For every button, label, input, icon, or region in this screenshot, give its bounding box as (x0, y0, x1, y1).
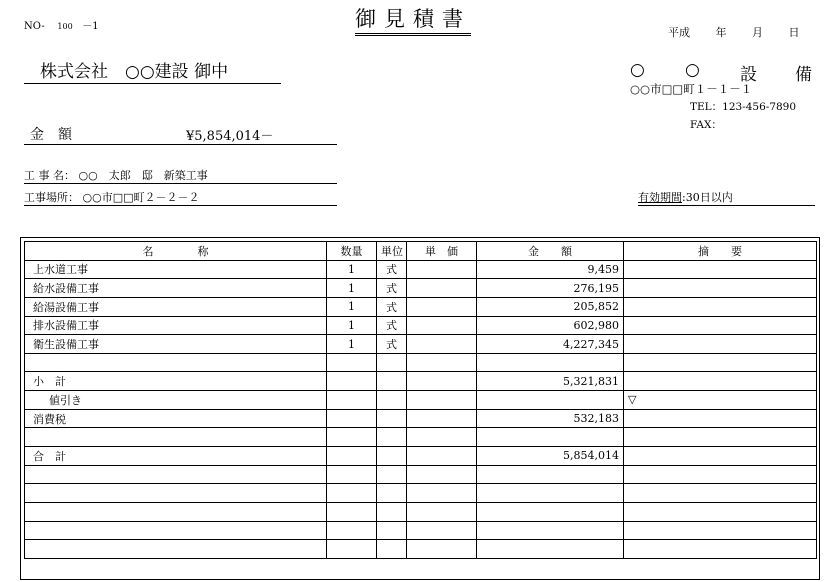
cell-qty (327, 391, 377, 410)
cell-note (624, 372, 817, 391)
cell-qty (327, 484, 377, 503)
estimate-table (24, 241, 817, 559)
table-row (25, 353, 817, 372)
cell-note (624, 409, 817, 428)
cell-amount: 5,321,831 (477, 372, 624, 391)
cell-note (624, 279, 817, 298)
cell-amount (477, 521, 624, 540)
project-site-value: ○○市□□町２－２－２ (82, 191, 200, 204)
cell-amount: 532,183 (477, 409, 624, 428)
cell-unit (377, 484, 407, 503)
table-row (25, 502, 817, 521)
total-amount-value: ¥5,854,014－ (186, 129, 274, 144)
cell-price (407, 279, 477, 298)
project-name-value: ○○ 太郎 邸 新築工事 (78, 169, 208, 182)
cell-name (25, 521, 327, 540)
cell-price (407, 428, 477, 447)
cell-price (407, 316, 477, 335)
table-row-total (25, 447, 817, 466)
cell-price (407, 540, 477, 559)
col-header-name: 名 称 (25, 242, 327, 261)
validity-period (638, 189, 815, 206)
cell-qty (327, 428, 377, 447)
cell-name: 小 計 (25, 372, 327, 391)
cell-name (25, 428, 327, 447)
cell-price (407, 409, 477, 428)
cell-unit: 式 (377, 335, 407, 354)
cell-unit (377, 428, 407, 447)
cell-note (624, 316, 817, 335)
cell-price (407, 297, 477, 316)
cell-name: 上水道工事 (25, 260, 327, 279)
cell-price (407, 391, 477, 410)
cell-price (407, 353, 477, 372)
cell-amount: 602,980 (477, 316, 624, 335)
cell-note (624, 465, 817, 484)
cell-qty: 1 (327, 279, 377, 298)
col-header-qty: 数量 (327, 242, 377, 261)
cell-unit: 式 (377, 260, 407, 279)
company-tel: TEL：123-456-7890 (690, 101, 797, 113)
col-header-note: 摘 要 (624, 242, 817, 261)
cell-amount (477, 484, 624, 503)
cell-amount (477, 502, 624, 521)
company-address: ○○市□□町１－１－１ (630, 82, 753, 96)
cell-name (25, 465, 327, 484)
cell-unit: 式 (377, 279, 407, 298)
table-row (25, 335, 817, 354)
cell-price (407, 521, 477, 540)
cell-amount: 5,854,014 (477, 447, 624, 466)
cell-qty (327, 502, 377, 521)
cell-name (25, 540, 327, 559)
company-name-char: 設 (740, 65, 758, 85)
cell-qty: 1 (327, 335, 377, 354)
company-name (630, 60, 815, 85)
cell-qty (327, 447, 377, 466)
cell-note (624, 484, 817, 503)
document-number: NO- 100 －1 (24, 21, 99, 32)
document-number-value: 100 (57, 22, 73, 31)
cell-name: 給湯設備工事 (25, 297, 327, 316)
table-row-subtotal (25, 372, 817, 391)
cell-qty (327, 409, 377, 428)
cell-amount (477, 428, 624, 447)
cell-price (407, 260, 477, 279)
cell-unit (377, 391, 407, 410)
cell-amount: 4,227,345 (477, 335, 624, 354)
cell-unit (377, 540, 407, 559)
table-row (25, 540, 817, 559)
cell-unit (377, 372, 407, 391)
cell-unit (377, 353, 407, 372)
page-title: 御見積書 (355, 6, 471, 36)
validity-value: :30日以内 (682, 191, 733, 204)
company-name-char: ○ (685, 60, 701, 80)
client-name: 株式会社 ○○建設 御中 (24, 61, 281, 84)
cell-amount: 276,195 (477, 279, 624, 298)
table-row (25, 316, 817, 335)
cell-name (25, 502, 327, 521)
cell-note (624, 447, 817, 466)
cell-price (407, 372, 477, 391)
project-site-label: 工事場所： (24, 191, 79, 204)
cell-unit (377, 447, 407, 466)
table-row (25, 465, 817, 484)
cell-name: 値引き (25, 391, 327, 410)
validity-label: 有効期間 (638, 191, 682, 204)
cell-price (407, 465, 477, 484)
total-amount-label: 金額 (30, 127, 86, 143)
cell-name: 給水設備工事 (25, 279, 327, 298)
total-amount (24, 124, 337, 145)
cell-unit (377, 409, 407, 428)
cell-note (624, 260, 817, 279)
cell-name: 消費税 (25, 409, 327, 428)
estimate-table-frame (20, 237, 820, 580)
cell-qty (327, 540, 377, 559)
project-name (24, 167, 337, 184)
col-header-price: 単 価 (407, 242, 477, 261)
table-row (25, 428, 817, 447)
table-row-discount (25, 391, 817, 410)
cell-price (407, 484, 477, 503)
cell-note-triangle: ▽ (624, 391, 817, 410)
cell-note (624, 335, 817, 354)
cell-qty: 1 (327, 260, 377, 279)
cell-note (624, 540, 817, 559)
col-header-unit: 単位 (377, 242, 407, 261)
table-header-row (25, 242, 817, 261)
cell-unit (377, 521, 407, 540)
cell-qty (327, 465, 377, 484)
cell-qty (327, 372, 377, 391)
cell-amount (477, 540, 624, 559)
cell-note (624, 502, 817, 521)
project-site (24, 189, 337, 206)
table-row (25, 279, 817, 298)
table-row (25, 521, 817, 540)
company-fax: FAX： (690, 119, 722, 131)
cell-note (624, 297, 817, 316)
cell-unit (377, 465, 407, 484)
cell-unit: 式 (377, 297, 407, 316)
cell-note (624, 521, 817, 540)
table-row (25, 484, 817, 503)
cell-price (407, 447, 477, 466)
company-name-char: ○ (630, 60, 646, 80)
cell-amount (477, 353, 624, 372)
cell-amount (477, 391, 624, 410)
cell-qty: 1 (327, 316, 377, 335)
cell-unit: 式 (377, 316, 407, 335)
cell-name (25, 484, 327, 503)
table-row (25, 297, 817, 316)
cell-name: 合 計 (25, 447, 327, 466)
cell-name: 衛生設備工事 (25, 335, 327, 354)
cell-amount: 9,459 (477, 260, 624, 279)
cell-qty (327, 521, 377, 540)
company-name-char: 備 (795, 65, 813, 85)
cell-amount (477, 465, 624, 484)
cell-name: 排水設備工事 (25, 316, 327, 335)
cell-note (624, 428, 817, 447)
col-header-amount: 金 額 (477, 242, 624, 261)
cell-note (624, 353, 817, 372)
table-row-tax (25, 409, 817, 428)
cell-qty: 1 (327, 297, 377, 316)
cell-qty (327, 353, 377, 372)
issue-date: 平成 年 月 日 (668, 26, 800, 39)
table-row (25, 260, 817, 279)
cell-price (407, 335, 477, 354)
cell-amount: 205,852 (477, 297, 624, 316)
project-name-label: 工 事 名： (24, 169, 75, 182)
cell-name (25, 353, 327, 372)
cell-price (407, 502, 477, 521)
cell-unit (377, 502, 407, 521)
